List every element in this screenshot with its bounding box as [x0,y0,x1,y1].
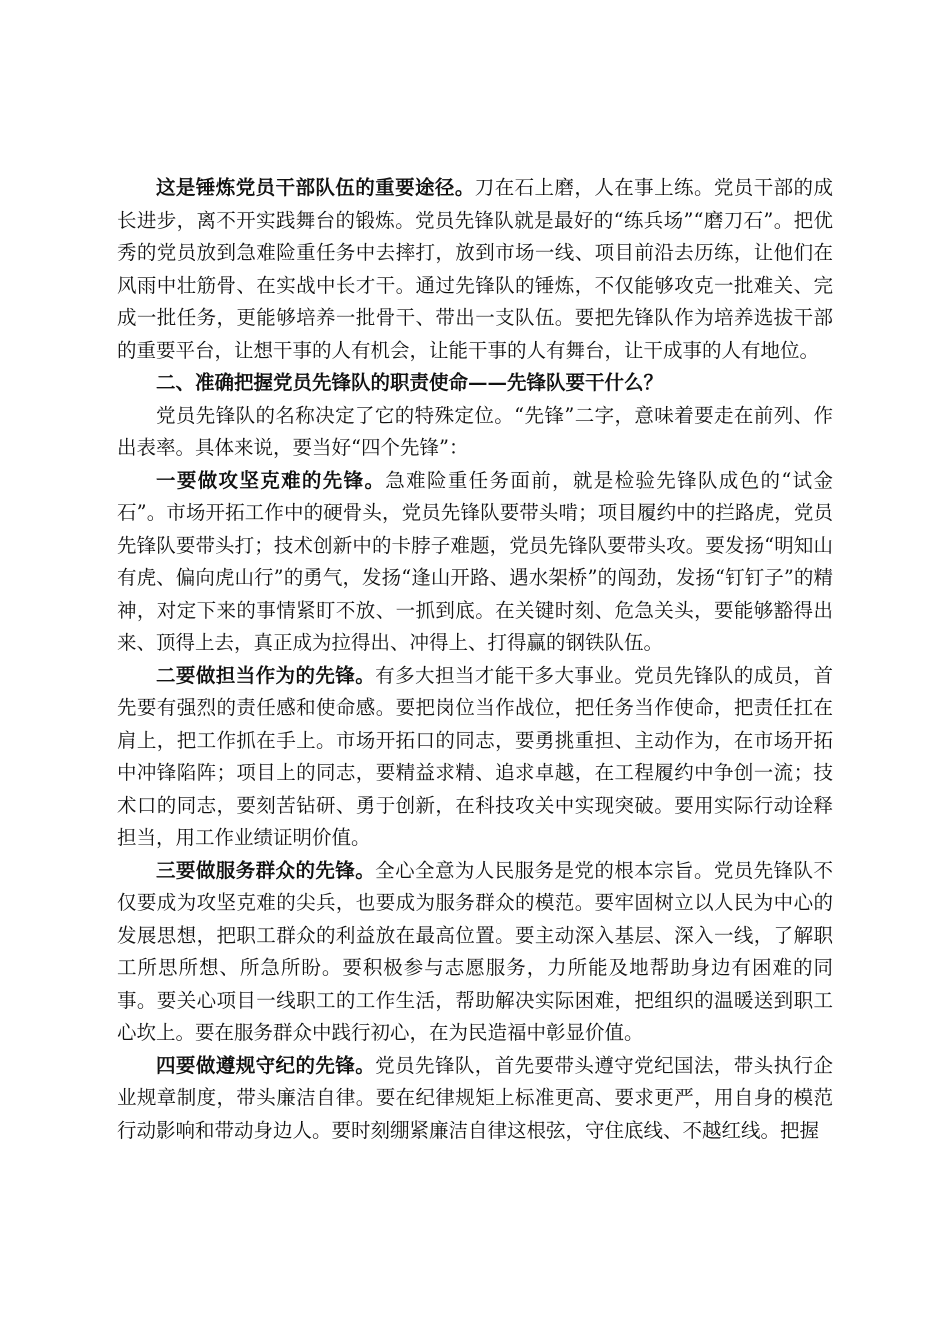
paragraph-intro [117,400,833,465]
paragraph-body: 全心全意为人民服务是党的根本宗旨。党员先锋队不仅要成为攻坚克难的尖兵，也要成为服务群众的模范。要牢固树立以人民为中心的发展思想，把职工群众的利益放在最高位置。要主动深入基层、深入一线，了解职工所思所想、所急所盼。要积极参与志愿服务，力所能及地帮助身边有困难的同事。要关心项目一线职工的工作生活，帮助解决实际困难，把组织的温暖送到职工心坎上。要在服务群众中践行初心，在为民造福中彰显价值。 [117,858,833,1044]
paragraph-body: 党员先锋队的名称决定了它的特殊定位。“先锋”二字，意味着要走在前列、作出表率。具体来说，要当好“四个先锋”： [117,403,833,459]
paragraph-pioneer-4 [117,1050,833,1148]
paragraph-pioneer-2 [117,660,833,855]
paragraph-body: 党员先锋队，首先要带头遵守党纪国法，带头执行企业规章制度，带头廉洁自律。要在纪律规矩上标准更高、要求更严，用自身的模范行动影响和带动身边人。要时刻绷紧廉洁自律这根弦，守住底线、不越红线。把握 [117,1053,833,1142]
section-heading: 二、准确把握党员先锋队的职责使命——先锋队要干什么？ [156,371,664,394]
paragraph-body: 急难险重任务面前，就是检验先锋队成色的“试金石”。市场开拓工作中的硬骨头，党员先锋队要带头啃；项目履约中的拦路虎，党员先锋队要带头打；技术创新中的卡脖子难题，党员先锋队要带头攻。要发扬“明知山有虎、偏向虎山行”的勇气，发扬“逢山开路、遇水架桥”的闯劲，发扬“钉钉子”的精神，对定下来的事情紧盯不放、一抓到底。在关键时刻、危急关头，要能够豁得出来、顶得上去，真正成为拉得出、冲得上、打得赢的钢铁队伍。 [117,468,833,654]
document-page [117,172,833,1147]
paragraph-lead: 二要做担当作为的先锋。 [156,663,376,687]
paragraph-lead: 这是锤炼党员干部队伍的重要途径。 [156,176,475,199]
paragraph-lead: 一要做攻坚克难的先锋。 [156,468,386,492]
paragraph-pioneer-3 [117,855,833,1050]
paragraph-body: 有多大担当才能干多大事业。党员先锋队的成员，首先要有强烈的责任感和使命感。要把岗位当作战位，把任务当作使命，把责任扛在肩上，把工作抓在手上。市场开拓口的同志，要勇挑重担、主动作为，在市场开拓中冲锋陷阵；项目上的同志，要精益求精、追求卓越，在工程履约中争创一流；技术口的同志，要刻苦钻研、勇于创新，在科技攻关中实现突破。要用实际行动诠释担当，用工作业绩证明价值。 [117,663,833,849]
paragraph-pioneer-1 [117,465,833,660]
paragraph-practice-path [117,172,833,367]
paragraph-lead: 三要做服务群众的先锋。 [156,858,376,882]
paragraph-lead: 四要做遵规守纪的先锋。 [156,1053,376,1077]
paragraph-body: 刀在石上磨，人在事上练。党员干部的成长进步，离不开实践舞台的锻炼。党员先锋队就是最好的“练兵场”“磨刀石”。把优秀的党员放到急难险重任务中去摔打，放到市场一线、项目前沿去历练，让他们在风雨中壮筋骨、在实战中长才干。通过先锋队的锤炼，不仅能够攻克一批难关、完成一批任务，更能够培养一批骨干、带出一支队伍。要把先锋队作为培养选拔干部的重要平台，让想干事的人有机会，让能干事的人有舞台，让干成事的人有地位。 [117,176,833,362]
